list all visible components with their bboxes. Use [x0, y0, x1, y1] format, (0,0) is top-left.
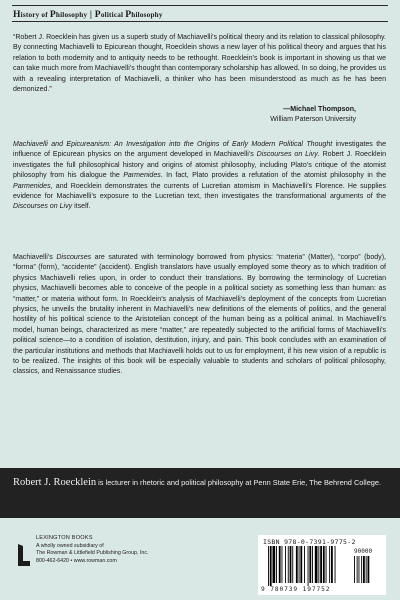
publisher-name: LEXINGTON BOOKS: [36, 535, 93, 541]
description-text: Machiavelli’s: [13, 254, 57, 261]
description-paragraph-1: [13, 140, 386, 213]
book-title: Machiavelli and Epicureanism: An Investigation into the Origins of Early Modern Political Thought: [13, 141, 333, 148]
category-text: P: [94, 9, 101, 20]
barcode-bar: [309, 546, 311, 583]
barcode-bar: [312, 546, 313, 583]
author-bio: [13, 474, 386, 491]
barcode-bar: [296, 546, 298, 583]
top-rule: [12, 5, 388, 6]
barcode-bar: [308, 546, 309, 586]
endorsement-attribution: [283, 105, 356, 115]
barcode-bar: [315, 546, 318, 583]
barcode-addon-bar: [357, 556, 358, 583]
barcode-bar: [300, 546, 302, 583]
barcode-bar: [273, 546, 276, 583]
description-text: . In fact, Plato provides a refutation of the atomist philosophy in the: [160, 172, 386, 180]
barcode-bar: [292, 546, 293, 583]
category-separator: |: [87, 9, 95, 20]
author-name: Robert J. Roecklein: [13, 477, 97, 488]
author-bio-text: is lecturer in rhetoric and political philosophy at Penn State Erie, The Behrend College.: [96, 478, 382, 487]
publisher-line: The Rowman & Littlefield Publishing Group, Inc.: [36, 550, 149, 557]
publisher-contact: 800-462-6420 • www.rowman.com: [36, 557, 117, 564]
barcode-bars: [262, 546, 382, 586]
endorser-affiliation: William Paterson University: [270, 116, 356, 123]
lexington-logo-icon: [18, 544, 30, 566]
barcode-bar: [279, 546, 281, 583]
barcode-bar: [288, 546, 289, 583]
barcode-addon-bar: [354, 556, 355, 583]
publisher-info: [36, 535, 148, 565]
barcode-bar: [285, 546, 286, 583]
price-code: 90000: [354, 548, 373, 555]
barcode-bar: [290, 546, 292, 583]
work-title: Discourses on Livy: [256, 151, 318, 159]
isbn-label: ISBN 978-0-7391-9775-2: [263, 538, 356, 546]
description-text: are saturated with terminology borrowed from physics: “materia” (Matter), “corpo” (body), “forma” (form), “accidente” (accident). English translators have usually employed some theory as to which tradition of physics Machiavelli relies upon, in order to conduct their translations. By borrowing the terminology of Lucretian physics, Machiavelli becomes able to conceive of the people in a political society as something less than human: as “matter,” or materia without form. In Roecklein’s analysis of Machiavelli’s deployment of the concepts from Lucretian physics, he unveils the brutality inherent in Machiavelli’s new definitions of the elements of politics, and the general hostility of his political science to the Aristotelian concept of the human being as a political animal. In Machiavelli’s model, human beings, characterized as mere “matter,” are repeatedly subjected to the artificial forms of Machiavelli’s political science—to a condition of isolation, destitution, injury, and pain. This book concludes with an examination of the particular institutions and methods that Machiavelli holds out to us for employment, if his new vision of a republic is to be realized. The insights of this book will be especially valuable to students and scholars of political philosophy, classics, and Renaissance studies.: [13, 254, 386, 376]
category-text: P: [49, 9, 56, 20]
barcode-bar: [299, 546, 300, 583]
description-text: . Robert J. Roecklein investigates the full philosophical history and origins of atomist philosophy, including Plato’s critique of the atomist philosophy from his dialogue the: [13, 151, 386, 180]
barcode-addon-bar: [363, 556, 365, 583]
category-text: hilosophy: [131, 11, 163, 19]
barcode-bar: [304, 546, 305, 583]
barcode-bar: [268, 546, 269, 586]
category-rule: [12, 21, 388, 22]
barcode-addon-bar: [359, 556, 360, 583]
barcode-bar: [326, 546, 327, 583]
publisher-line: A wholly owned subsidiary of: [36, 542, 104, 549]
description-text: , and Roecklein demonstrates the currents of Lucretian atomism in Machiavelli’s Florence. He supplies evidence for Machiavelli’s exposure to the Lucretian text, then investigates the transformational arguments of the: [13, 182, 386, 201]
work-title: Discourses on Livy: [13, 203, 73, 211]
category-text: P: [125, 9, 132, 20]
barcode-bar: [329, 546, 330, 583]
barcode-bar: [335, 546, 336, 583]
barcode-addon-bar: [366, 556, 367, 583]
endorser-name: —Michael Thompson,: [283, 106, 356, 113]
work-title: Discourses: [56, 254, 92, 261]
barcode-digits: 9 780739 197752: [261, 586, 331, 593]
author-bio-band: [0, 468, 400, 518]
barcode-addon-bar: [368, 556, 370, 583]
endorsement-quote: “Robert J. Roecklein has given us a superb study of Machiavelli’s political theory and its relation to classical philosophy. By connecting Machiavelli to Epicurean thought, Roecklein shows a new layer of his political theory and argues that his relation to both modernity and to antiquity needs to be rethought. Roecklein’s book is important in showing us that we can take much more from Machiavelli’s thought than contemporary scholarship has allowed. In so doing, he provides us with a revealing interpretation of Machiavelli, a thinker who has been misunderstood as much as he has been demonized.”: [13, 34, 386, 94]
barcode-bar: [270, 546, 272, 586]
description-text: itself.: [72, 203, 91, 211]
isbn-barcode: [258, 535, 386, 595]
description-paragraph-2: [13, 253, 386, 378]
barcode-addon-bar: [361, 556, 362, 583]
category-text: hilosophy: [55, 11, 88, 19]
work-title: Parmenides: [123, 172, 161, 180]
barcode-bar: [320, 546, 322, 583]
barcode-bar: [318, 546, 319, 583]
work-title: Parmenides: [13, 182, 51, 190]
barcode-bar: [331, 546, 333, 583]
category-text: istory of: [20, 11, 50, 19]
category-header: [13, 9, 163, 20]
description-text: investigates the influence of Epicurean physics on the argument developed in Machiavelli’s: [13, 141, 386, 159]
cover-footer: [0, 518, 400, 600]
barcode-bar: [282, 546, 283, 583]
barcode-bar: [323, 546, 325, 583]
barcode-bar: [276, 546, 277, 583]
category-text: H: [13, 9, 21, 20]
category-text: olitical: [100, 11, 126, 19]
